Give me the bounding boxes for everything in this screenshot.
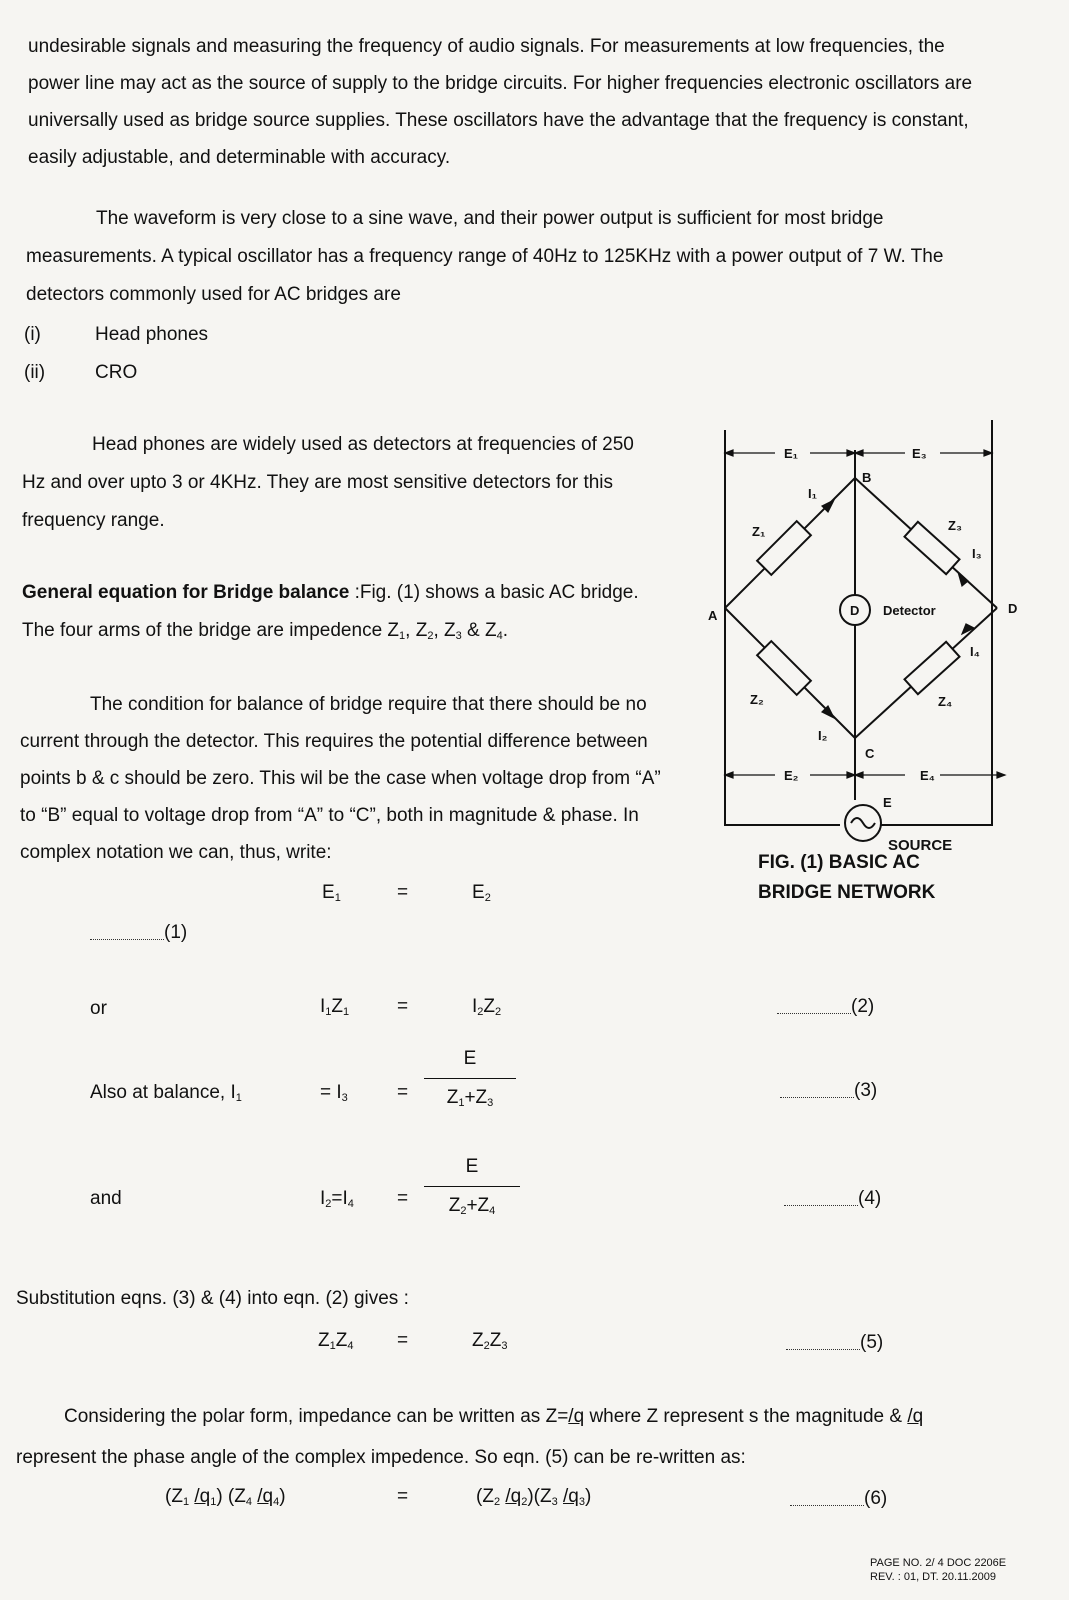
label-i2: I₂	[818, 728, 828, 743]
general-text: :Fig. (1) shows a basic AC bridge. The four arms of the bridge are impedence	[22, 582, 639, 641]
label-i3: I₃	[972, 546, 982, 561]
list-item	[24, 362, 45, 384]
arrowhead	[997, 772, 1005, 778]
list-item	[24, 324, 41, 346]
eq2-lhs: $I_1Z_1$	[320, 996, 350, 1018]
arrowhead	[725, 772, 733, 778]
equation-number: (4)	[858, 1188, 882, 1209]
equals-sign: =	[397, 1082, 409, 1103]
impedance-z2	[757, 641, 811, 695]
bridge-diagram	[700, 420, 1050, 854]
equals-sign: =	[397, 1486, 409, 1507]
list-text: CRO	[95, 362, 138, 383]
list-text: Head phones	[95, 324, 209, 345]
eq3-fraction	[424, 1046, 516, 1116]
equals-sign: =	[397, 1330, 409, 1351]
intro-text: undesirable signals and measuring the frequency of audio signals. For measurements at low frequencies, the power line may act as the source of supply to the bridge circuits. For higher frequencies electronic oscillators are universally used as bridge source supplies. These oscillators have the advantage that the frequency is constant, easily adjustable, and determinable with accuracy.	[28, 36, 973, 168]
equation-number: (2)	[851, 996, 875, 1017]
impedance-z4	[905, 642, 960, 694]
list-item-text	[95, 362, 137, 384]
polar-line-1: Considering the polar form, impedance can be written as Z=/q where Z represent s the magnitude & /q	[64, 1406, 924, 1427]
eq4-fraction	[424, 1154, 520, 1224]
waveform-paragraph	[26, 200, 986, 314]
label-i4: I₄	[970, 644, 980, 659]
general-equation-paragraph: General equation for Bridge balance :Fig. (1) shows a basic AC bridge. The four arms of the bridge are impedence $Z_1$, $Z_2$, $Z_3$ & $Z_4$.	[22, 582, 639, 642]
fraction-numerator: E	[463, 1048, 477, 1069]
arrowhead	[855, 450, 863, 456]
arrowhead	[984, 450, 992, 456]
label-source: SOURCE	[888, 837, 953, 854]
label-e1: E₁	[784, 446, 799, 461]
page-number: PAGE NO. 2/ 4 DOC 2206E	[870, 1557, 1007, 1569]
fraction-bar	[424, 1078, 516, 1079]
label-z4: Z₄	[938, 694, 953, 709]
label-z2: Z₂	[750, 692, 764, 707]
right-wire	[880, 420, 992, 825]
polar-line-2: represent the phase angle of the complex impedence. So eqn. (5) can be re-written as:	[16, 1447, 746, 1468]
polar-text-1: Considering the polar form, impedance can be written as Z=	[64, 1406, 569, 1427]
condition-text: The condition for balance of bridge require that there should be no current through the detector. This requires the potential difference between points b & c should be zero. This wil be the case when voltage drop from “A” to “B” equal to voltage drop from “A” to “C”, both in magnitude & phase. In complex notation we can, thus, write:	[20, 694, 661, 863]
and-label: and	[90, 1188, 122, 1209]
eq1-number	[90, 922, 187, 944]
eq6-number	[790, 1488, 887, 1510]
equals-sign: =	[397, 882, 409, 903]
section-heading: General equation for Bridge balance	[22, 582, 350, 603]
arrowhead	[855, 772, 863, 778]
list-item-text	[95, 324, 208, 346]
label-detector: Detector	[883, 603, 936, 618]
figure-caption-line-2: BRIDGE NETWORK	[758, 882, 936, 903]
label-c: C	[865, 746, 875, 761]
fraction-numerator: E	[465, 1156, 479, 1177]
fraction-denominator: $Z_2+Z_4$	[448, 1195, 496, 1217]
left-wire	[725, 430, 840, 825]
current-arrow-i3	[958, 572, 968, 586]
eq5-number	[786, 1332, 883, 1354]
label-z3: Z₃	[948, 518, 962, 533]
eq1-rhs: $E_2$	[472, 882, 491, 904]
label-e2: E₂	[784, 768, 799, 783]
equation-number: (5)	[860, 1332, 884, 1353]
eq2-number	[777, 996, 874, 1018]
eq6-lhs: ($Z_1$ $/q_1$) ($Z_4$ $/q_4$)	[165, 1486, 286, 1508]
polar-text-2: where Z represent s the magnitude &	[589, 1406, 903, 1427]
equation-number: (6)	[864, 1488, 888, 1509]
eq4-number	[784, 1188, 881, 1210]
equation-number: (1)	[164, 922, 188, 943]
eq3-lhs: = $I_3$	[320, 1082, 348, 1104]
eq5-rhs: $Z_2Z_3$	[472, 1330, 508, 1352]
revision-date: REV. : 01, DT. 20.11.2009	[870, 1571, 996, 1583]
also-label: Also at balance, $I_1$	[90, 1082, 242, 1104]
equation-number: (3)	[854, 1080, 878, 1101]
eq4-lhs: $I_2=I_4$	[320, 1188, 354, 1210]
current-arrow-i4	[962, 624, 974, 634]
headphones-text: Head phones are widely used as detectors at frequencies of 250 Hz and over upto 3 or 4KHz. They are most sensitive detectors for this frequency range.	[22, 434, 634, 531]
waveform-text: The waveform is very close to a sine wave, and their power output is sufficient for most bridge measurements. A typical oscillator has a frequency range of 40Hz to 125KHz with a power output of 7 W. The detectors commonly used for AC bridges are	[26, 208, 944, 305]
label-e3: E₃	[912, 446, 927, 461]
intro-paragraph	[28, 28, 978, 176]
detector-letter: D	[850, 603, 860, 618]
label-e4: E₄	[920, 768, 935, 783]
eq5-lhs: $Z_1Z_4$	[318, 1330, 354, 1352]
equals-sign: =	[397, 1188, 409, 1209]
label-e: E	[883, 795, 892, 810]
condition-paragraph	[20, 686, 665, 871]
eq2-rhs: $I_2Z_2$	[472, 996, 502, 1018]
equals-sign: =	[397, 996, 409, 1017]
list-number: (i)	[24, 324, 41, 345]
label-b: B	[862, 470, 872, 485]
label-a: A	[708, 608, 718, 623]
figure-caption-line-1: FIG. (1) BASIC AC	[758, 852, 920, 873]
headphones-paragraph	[22, 426, 662, 540]
label-d: D	[1008, 601, 1018, 616]
eq6-rhs: ($Z_2$ $/q_2)(Z_3$ $/q_3$)	[476, 1486, 592, 1508]
fraction-denominator: $Z_1+Z_3$	[446, 1087, 494, 1109]
or-label: or	[90, 998, 107, 1019]
label-i1: I₁	[808, 486, 817, 501]
label-z1: Z₁	[752, 524, 766, 539]
eq1-lhs: $E_1$	[322, 882, 341, 904]
list-number: (ii)	[24, 362, 46, 383]
page-footer	[870, 1556, 1006, 1584]
fraction-bar	[424, 1186, 520, 1187]
also-text: Also at balance, I	[90, 1082, 236, 1103]
arrowhead	[725, 450, 733, 456]
substitution-text: Substitution eqns. (3) & (4) into eqn. (2) gives :	[16, 1288, 409, 1309]
eq3-number	[780, 1080, 877, 1102]
